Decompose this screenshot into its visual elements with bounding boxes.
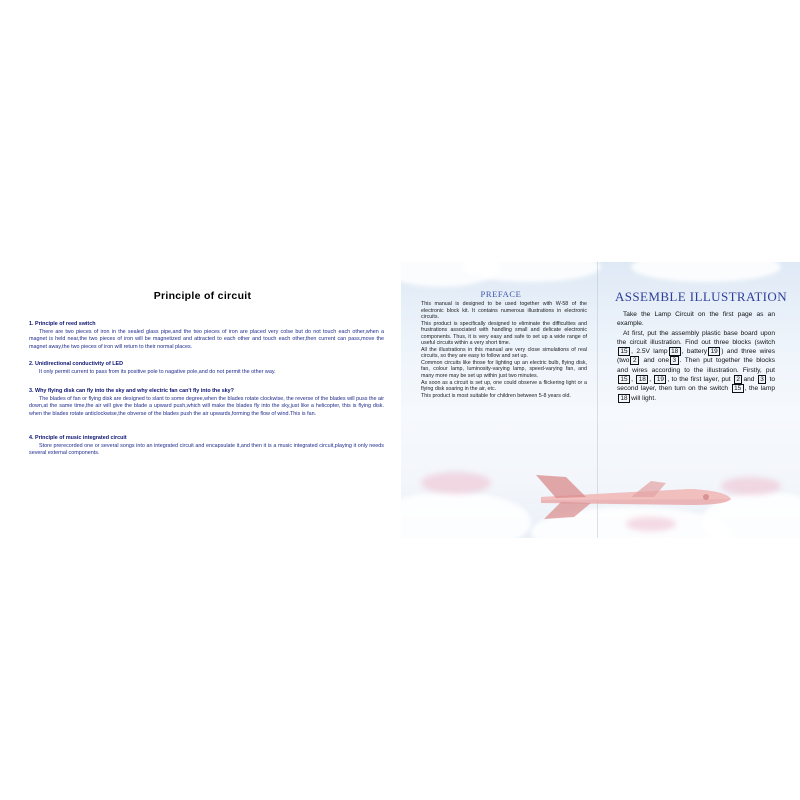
block-number-badge: 19 xyxy=(654,375,666,384)
block-number-badge: 18 xyxy=(636,375,648,384)
section-heading: 1. Principle of reed switch xyxy=(29,321,96,327)
section-heading: 4. Principle of music integrated circuit xyxy=(29,435,127,441)
block-number-badge: 18 xyxy=(618,394,630,403)
preface-paragraph: All the illustrations in this manual are very close simulations of real circuits, so they are easy to follow and set up. xyxy=(421,346,587,360)
assemble-steps: At first, put the assembly plastic base board upon the circuit illustration. Find out three blocks (switch15 , 2.5V lamp 18 , battery 19 ) and three wires (two 2 and one 3 . Then put together the blocks and wires according to the illustration. Firstly, put 15 , 18 , 19 , to the first layer, put 2 and 3 to second layer, then turn on the switch 15 , the lamp 18 will light. xyxy=(617,329,775,402)
principle-section-reed-switch xyxy=(29,321,384,351)
block-number-badge: 15 xyxy=(618,375,630,384)
block-number-badge: 15 xyxy=(618,347,630,356)
block-number-badge: 3 xyxy=(758,375,767,384)
section-body: There are two pieces of iron in the sealed glass pipe,and the two pieces of iron are placed very colse but do not touch each other,when a magnet is held near,the two pieces of iron will be magnetized and attracted to each other and touch each other,then current can pass,move the magnet away,the two pieces of iron will return to their normal places. xyxy=(29,328,384,350)
cloud-decoration xyxy=(401,492,531,538)
block-number-badge: 2 xyxy=(630,356,639,365)
cloud-decoration xyxy=(631,262,781,282)
section-heading: 2. Unidirectional conductivity of LED xyxy=(29,361,124,367)
assemble-body xyxy=(617,310,775,403)
block-number-badge: 3 xyxy=(670,356,679,365)
preface-body xyxy=(421,301,587,399)
block-number-badge: 2 xyxy=(734,375,743,384)
block-number-badge: 18 xyxy=(669,347,681,356)
principle-section-led xyxy=(29,361,384,376)
preface-paragraph: Common circuits like those for lighting up an electric bulb, flying disk, fan, colour lamp, luminosity-varying lamp, speed-varying fan, and many more may be set up within just two minutes. xyxy=(421,359,587,380)
preface-paragraph: This product is most suitable for children between 5-8 years old. xyxy=(421,392,571,399)
assemble-title: ASSEMBLE ILLUSTRATION xyxy=(615,289,787,304)
section-body: It only permit current to pass from its positive pole to nagative pole,and do not permit the other way. xyxy=(39,368,276,375)
principle-section-flying-disk xyxy=(29,388,384,418)
section-heading: 3. Why flying disk can fly into the sky and why electric fan can't fly into the sky? xyxy=(29,388,234,394)
block-number-badge: 15 xyxy=(732,384,744,393)
preface-paragraph: This product is specifically designed to eliminate the difficulties and frustrations associated with handling small and delicate electronic components. Thus, it is very easy and safe to set up a wide range of useful circuits within a very short time. xyxy=(421,320,587,347)
preface-title: PREFACE xyxy=(480,289,522,299)
preface-paragraph: This manual is designed to be used together with W-58 of the electronic block kit. It contains numerous illustrations in electronic circuits. xyxy=(421,301,587,321)
manual-spread xyxy=(401,262,800,538)
section-body: The blades of fan or flying disk are designed to slant to some degree,when the blades rotate clockwise, the reverse of the blades will puss the air down,at the same time,the air will give the blade a upward push,which will make the blades fly into the sky,just like a helicopter, this is flying disk. when the blades rotate anticlockwise,the obverse of the blades push the air upwards,forming the flow of wind.This is fan. xyxy=(29,395,384,417)
pink-cloud-decoration xyxy=(421,472,491,494)
rocket-illustration xyxy=(526,467,736,527)
preface-paragraph: As soon as a circuit is set up, one could observe a flickering light or a flying disk soaring in the air, etc. xyxy=(421,379,587,393)
page-title: Principle of circuit xyxy=(153,290,252,302)
section-body: Store prerecorded one or several songs into an integrated circuit and encapsulate it,and then it is a music integrated circuit,playing it only needs several external components. xyxy=(29,442,384,457)
principle-section-music-ic xyxy=(29,435,384,458)
block-number-badge: 19 xyxy=(708,347,720,356)
assemble-intro: Take the Lamp Circuit on the first page as an example. xyxy=(617,311,775,328)
